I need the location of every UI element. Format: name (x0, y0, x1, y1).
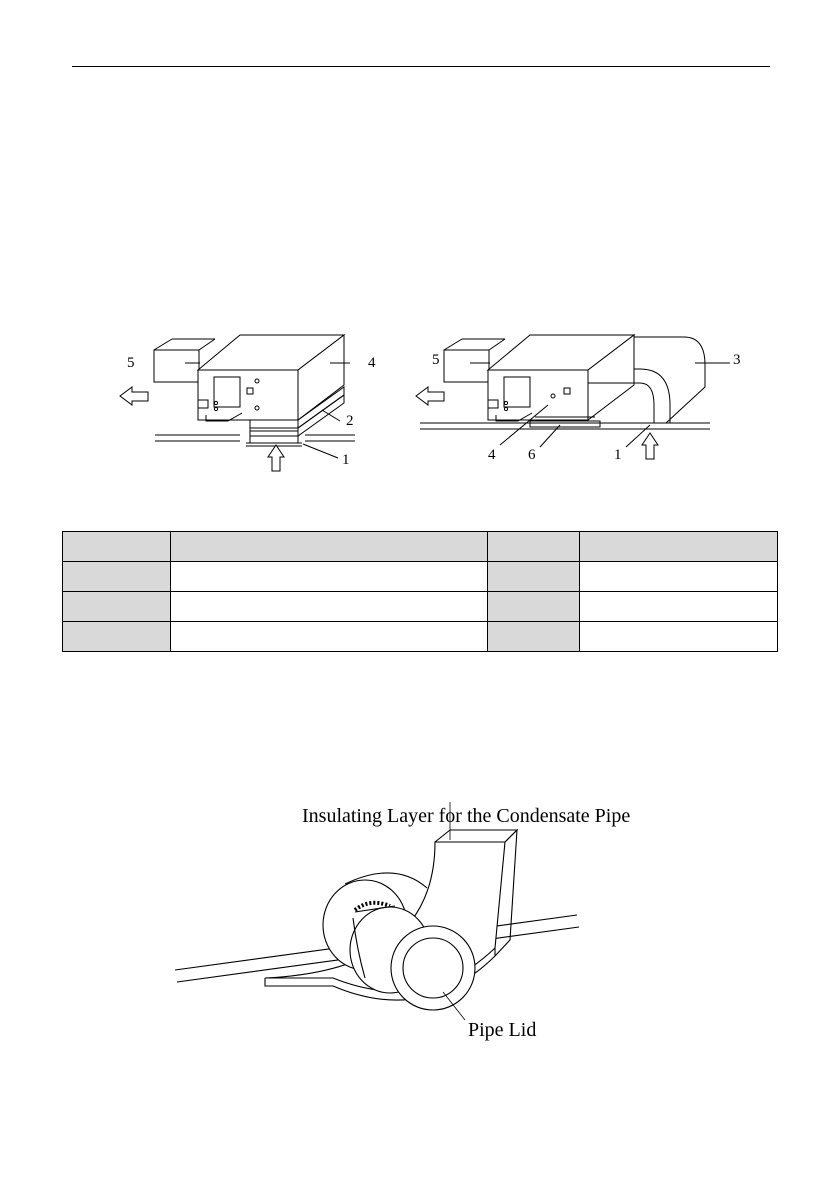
pipe-lid-label: Pipe Lid (468, 1019, 537, 1041)
table-cell (63, 532, 171, 562)
callout-1: 1 (614, 447, 622, 463)
callout-5: 5 (432, 352, 440, 368)
table-row (63, 532, 778, 562)
left-installation-diagram (110, 325, 400, 495)
table-cell (488, 562, 580, 592)
table-cell (580, 532, 778, 562)
table-cell (488, 532, 580, 562)
table-cell (171, 592, 488, 622)
table-cell (63, 562, 171, 592)
callout-4: 4 (368, 355, 376, 371)
callout-5: 5 (127, 355, 135, 371)
header-rule (72, 66, 770, 67)
table-row (63, 592, 778, 622)
table-row (63, 562, 778, 592)
table-cell (488, 622, 580, 652)
insulating-layer-label: Insulating Layer for the Condensate Pipe (302, 805, 631, 827)
table-cell (580, 562, 778, 592)
callout-3: 3 (733, 352, 741, 368)
table-cell (580, 592, 778, 622)
callout-2: 2 (346, 413, 354, 429)
table-cell (171, 532, 488, 562)
callout-4: 4 (488, 447, 496, 463)
callout-6: 6 (528, 447, 536, 463)
table-row (63, 622, 778, 652)
table-cell (63, 592, 171, 622)
table-cell (63, 622, 171, 652)
table-cell (488, 592, 580, 622)
legend-table (62, 531, 778, 652)
right-installation-diagram (400, 325, 760, 495)
table-cell (171, 562, 488, 592)
pipe-insulation-diagram (165, 800, 685, 1060)
table-cell (580, 622, 778, 652)
callout-1: 1 (342, 452, 350, 468)
table-cell (171, 622, 488, 652)
